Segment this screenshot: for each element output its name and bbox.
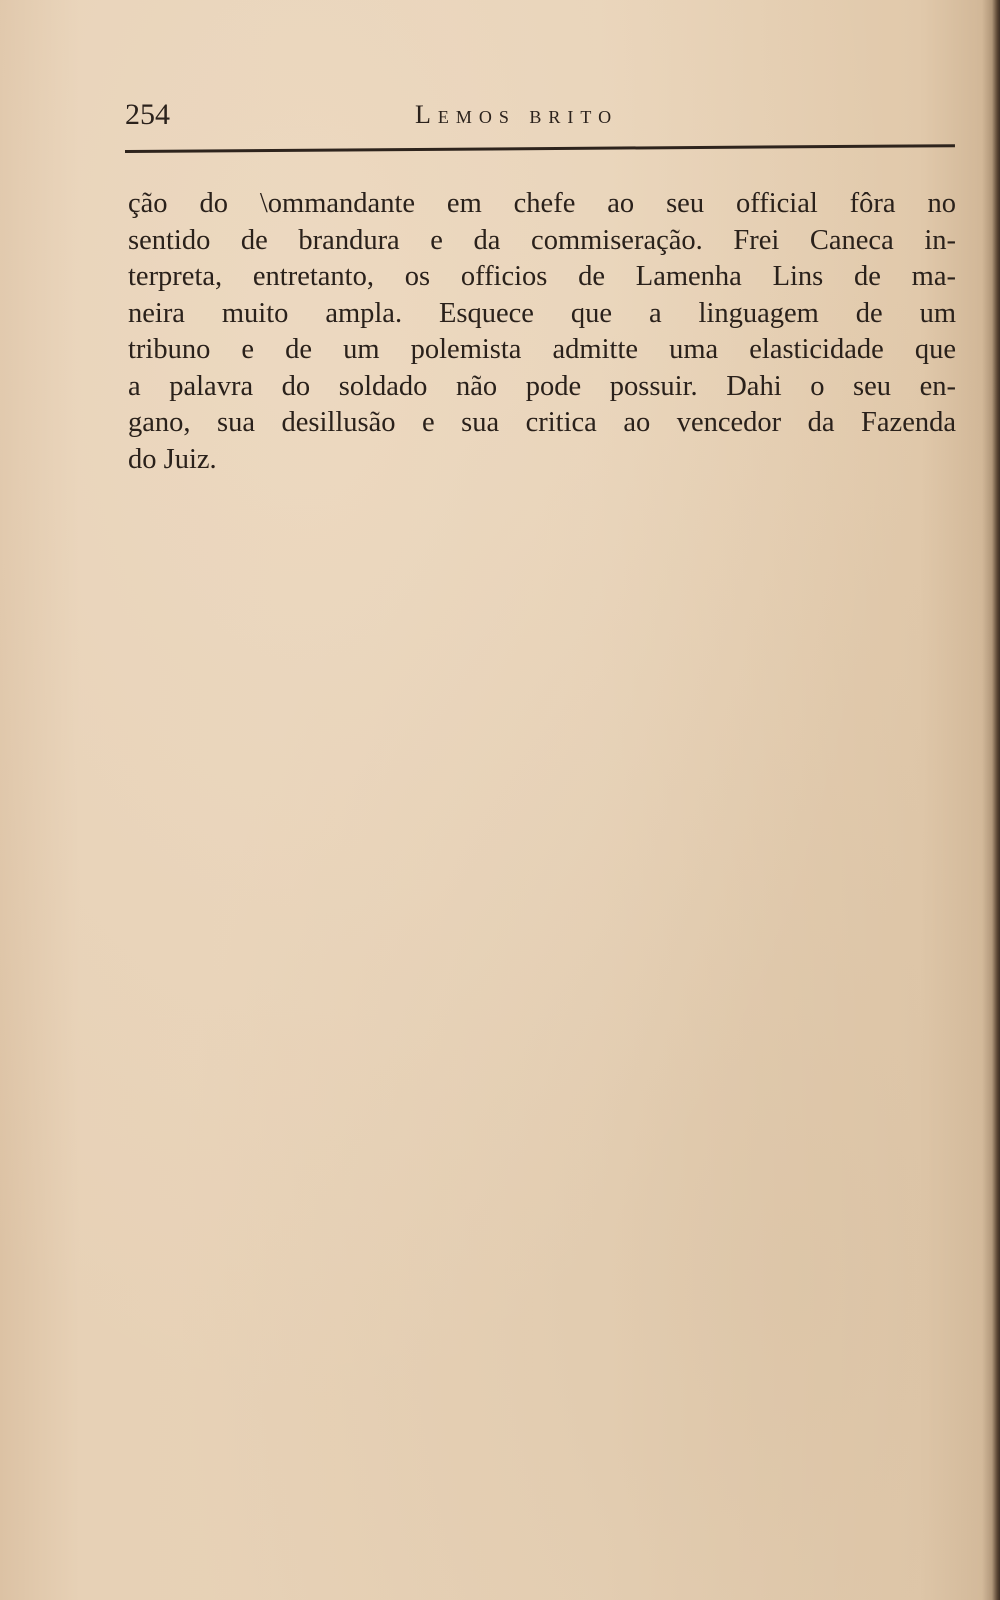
running-head: [125, 98, 960, 138]
text-line: sentido de brandura e da commiseração. Frei Caneca in-: [128, 224, 956, 256]
body-paragraph: [128, 186, 968, 478]
header-rule: [125, 144, 955, 153]
text-line: tribuno e de um polemista admitte uma elasticidade que: [128, 334, 956, 365]
page-edge-shadow: [982, 0, 1000, 1600]
text-line: neira muito ampla. Esquece que a linguagem de um: [128, 297, 956, 329]
text-line: terpreta, entretanto, os officios de Lamenha Lins de ma-: [128, 261, 956, 292]
page-number: 254: [125, 98, 170, 131]
text-line: a palavra do soldado não pode possuir. Dahi o seu en-: [128, 370, 956, 402]
text-line: do Juiz.: [128, 443, 217, 475]
running-title: lemos brito: [415, 100, 619, 129]
text-line: ção do \ommandante em chefe ao seu official fôra no: [128, 188, 956, 219]
text-line: gano, sua desillusão e sua critica ao vencedor da Fazenda: [128, 407, 956, 438]
